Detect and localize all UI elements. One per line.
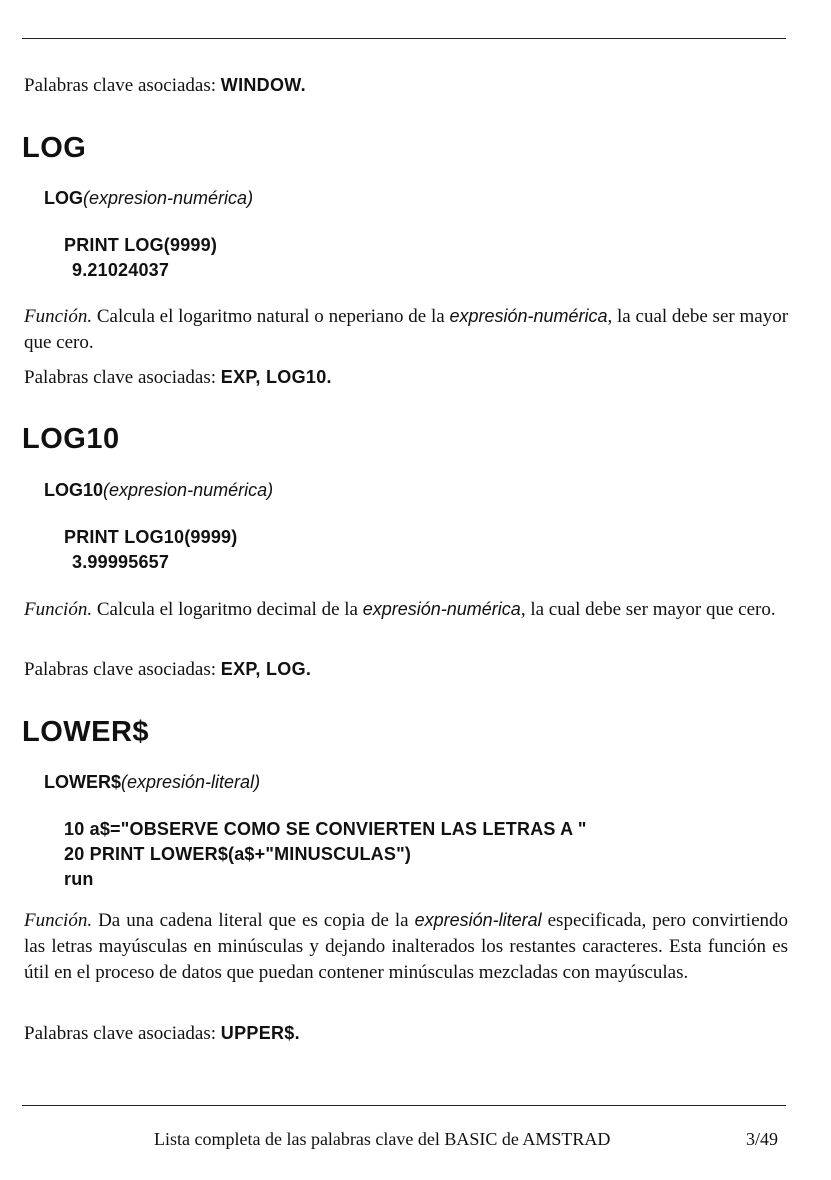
bottom-rule xyxy=(22,1105,786,1106)
log10-related-keywords: Palabras clave asociadas: EXP, LOG. xyxy=(24,659,312,680)
section-heading-lower: LOWER$ xyxy=(22,716,150,748)
code-output: 9.21024037 xyxy=(72,260,170,280)
section-heading-log10: LOG10 xyxy=(22,423,120,455)
function-label: Función. xyxy=(24,910,93,931)
term: expresión-numérica xyxy=(362,599,521,619)
function-label: Función. xyxy=(24,306,93,327)
lower-syntax: LOWER$(expresión-literal) xyxy=(44,772,261,792)
related-keyword: WINDOW xyxy=(220,75,301,95)
section-heading-log: LOG xyxy=(22,132,87,164)
code-output: 3.99995657 xyxy=(72,552,170,572)
page-number: 3/49 xyxy=(746,1129,779,1149)
related-keyword: EXP, LOG10 xyxy=(220,367,327,387)
lower-related-keywords: Palabras clave asociadas: UPPER$. xyxy=(24,1023,300,1044)
log-syntax: LOG(expresion-numérica) xyxy=(44,188,254,208)
term: expresión-numérica xyxy=(449,306,608,326)
top-rule xyxy=(22,38,786,39)
related-keyword: EXP, LOG xyxy=(220,659,306,679)
lower-example xyxy=(64,817,587,892)
log-related-keywords: Palabras clave asociadas: EXP, LOG10. xyxy=(24,367,332,388)
lower-description: Función. Da una cadena literal que es copia de la expresión-literal especificada, pero convirtiendo las letras mayúsculas en minúsculas y dejando inalterados los restantes caracteres. Esta función es útil en el proceso de datos que puedan contener minúsculas mezcladas con mayúsculas. xyxy=(24,910,789,983)
code-line: 20 PRINT LOWER$(a$+"MINUSCULAS") xyxy=(64,844,412,864)
log10-syntax: LOG10(expresion-numérica) xyxy=(44,480,274,500)
related-keyword: UPPER$ xyxy=(220,1023,295,1043)
code-line: 10 a$="OBSERVE COMO SE CONVIERTEN LAS LETRAS A " xyxy=(64,819,587,839)
code-line: PRINT LOG(9999) xyxy=(64,235,218,255)
log10-example xyxy=(64,525,237,575)
footer-title: Lista completa de las palabras clave del BASIC de AMSTRAD xyxy=(154,1129,611,1149)
function-label: Función. xyxy=(24,599,93,620)
code-line: PRINT LOG10(9999) xyxy=(64,527,238,547)
code-line: run xyxy=(64,869,94,889)
term: expresión-literal xyxy=(414,910,542,930)
log10-description: Función. Calcula el logaritmo decimal de la expresión-numérica, la cual debe ser mayor que cero. xyxy=(24,599,776,620)
window-related-keywords: Palabras clave asociadas: WINDOW. xyxy=(24,75,306,96)
log-example xyxy=(64,233,217,283)
log-description: Función. Calcula el logaritmo natural o neperiano de la expresión-numérica, la cual debe ser mayor que cero. xyxy=(24,306,789,353)
